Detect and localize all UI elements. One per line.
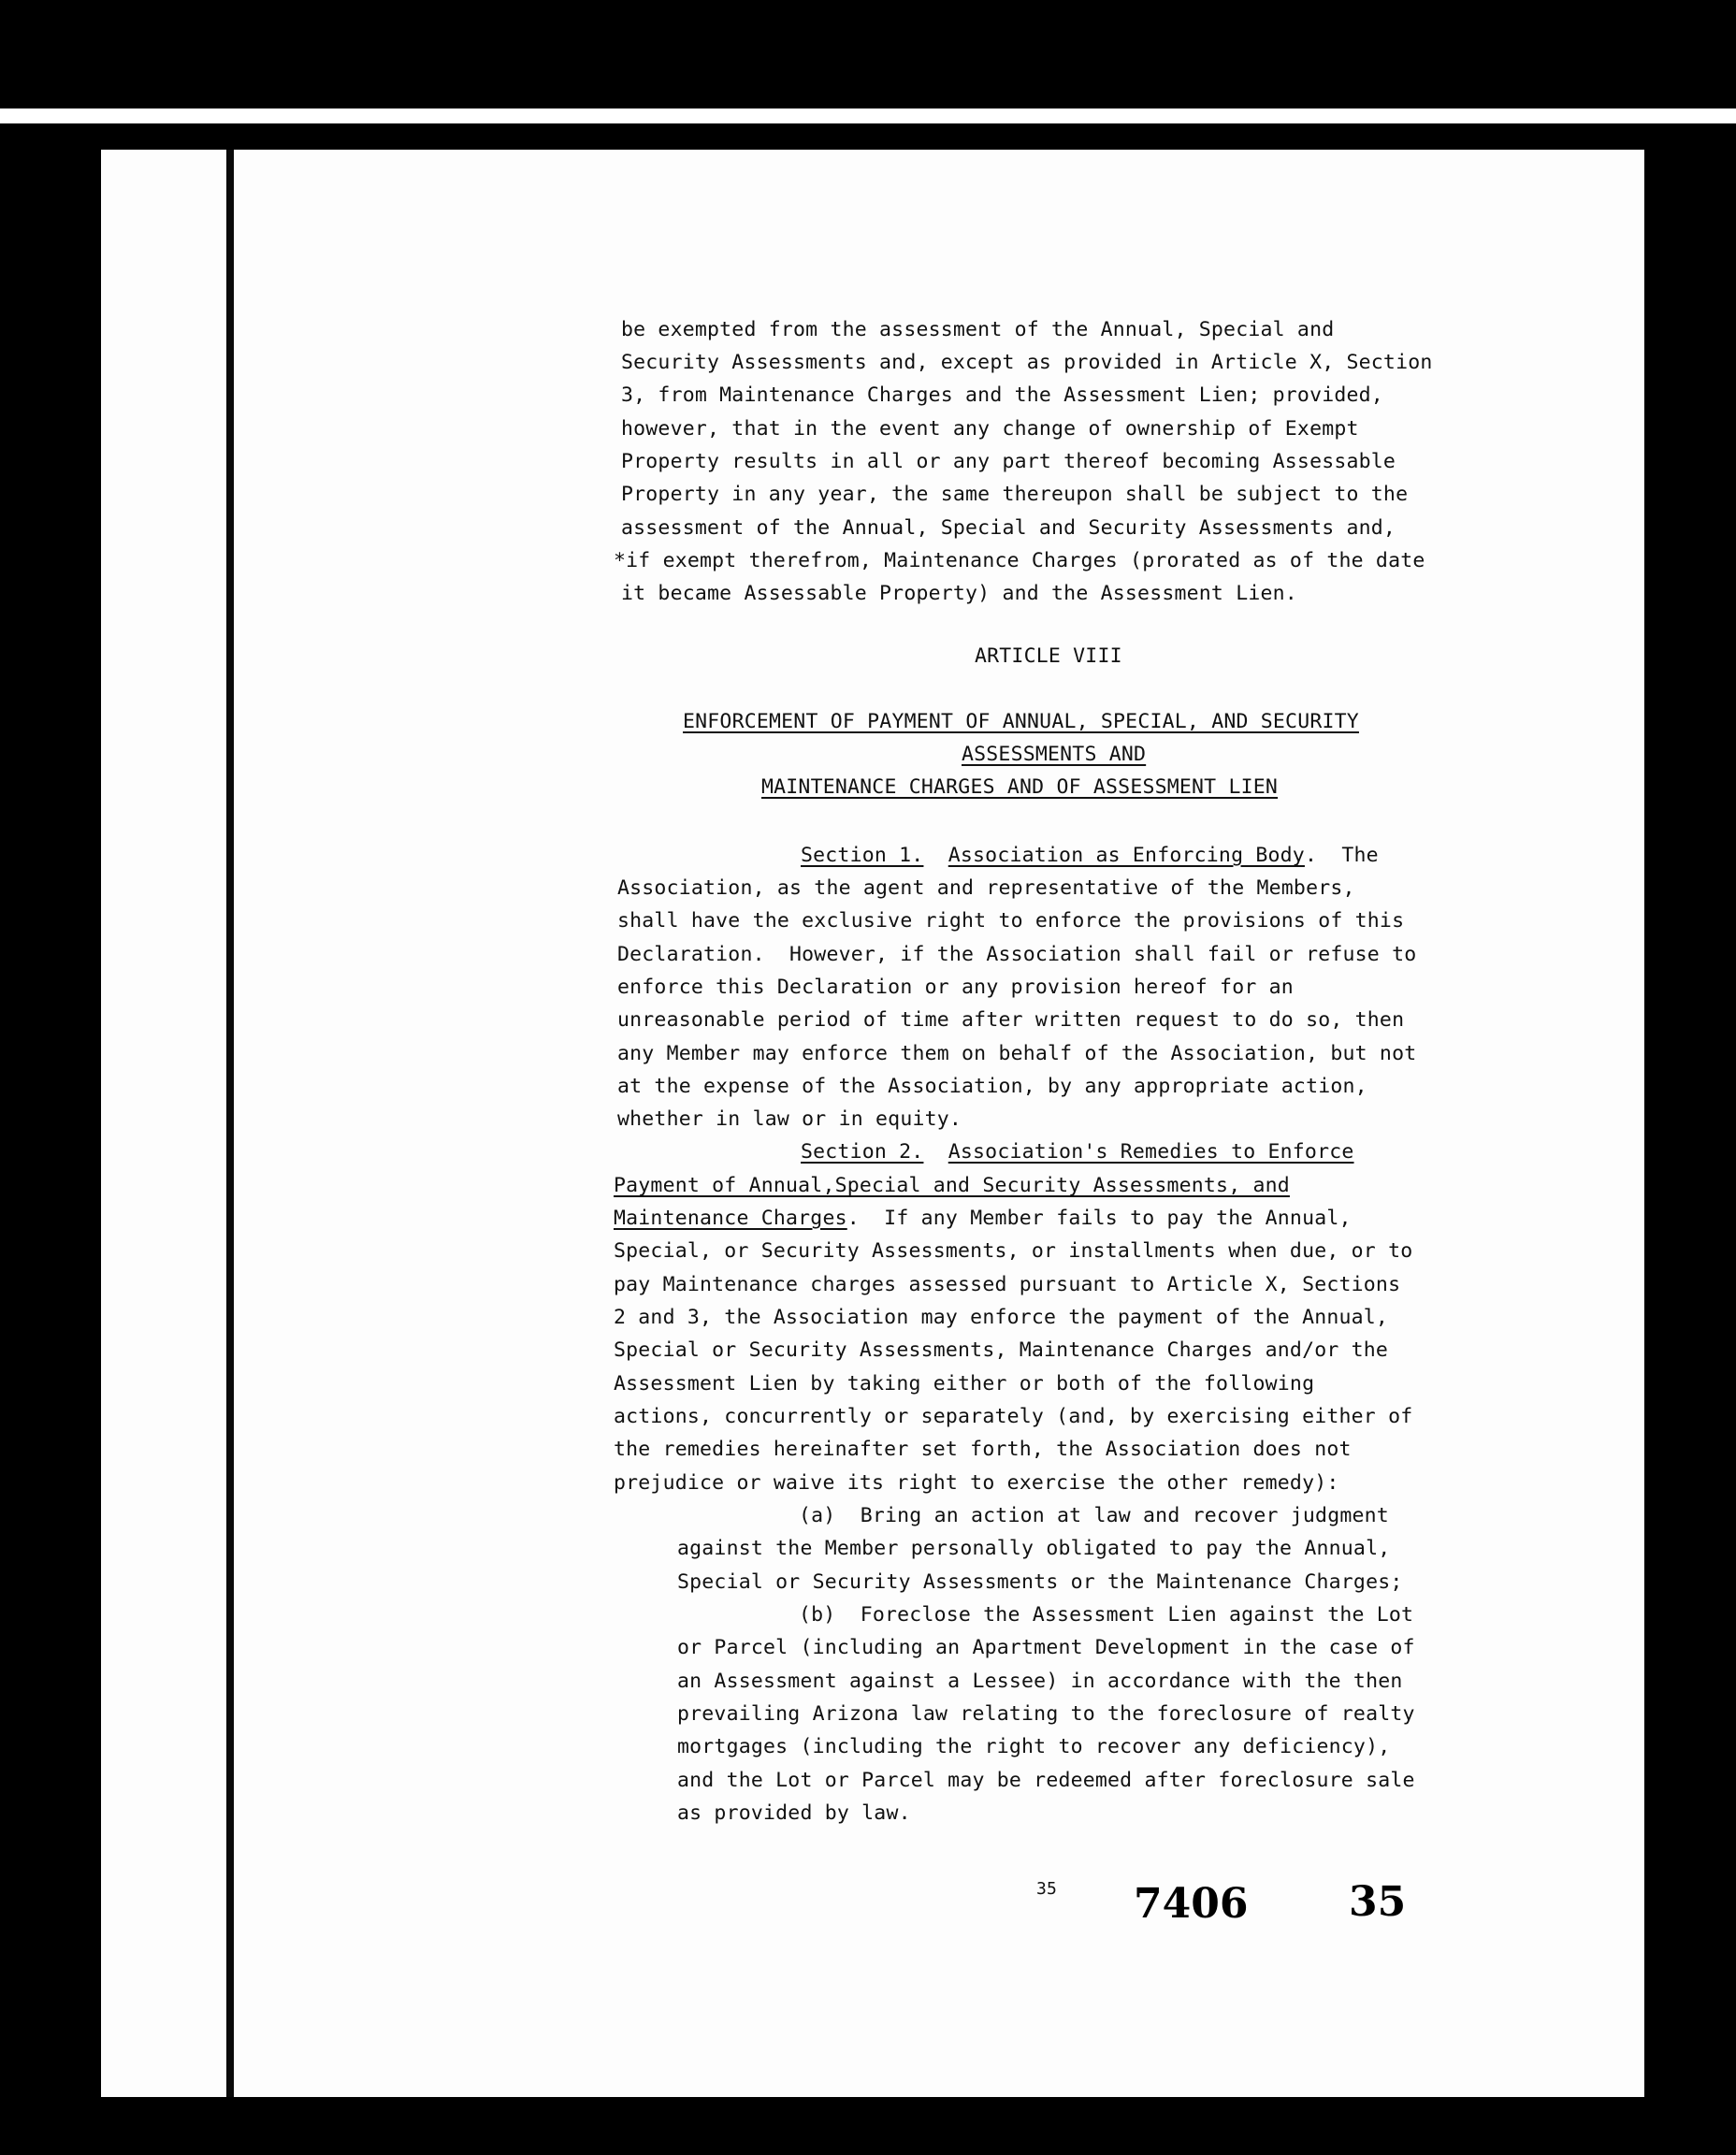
intro-line: Property in any year, the same thereupon shall be subject to the <box>621 483 1409 506</box>
article-heading: ARTICLE VIII <box>975 644 1122 668</box>
intro-line: be exempted from the assessment of the Annual, Special and <box>621 318 1335 341</box>
document-page <box>101 150 1644 2097</box>
document-body <box>101 150 1644 2097</box>
intro-line: it became Assessable Property) and the Assessment Lien. <box>621 582 1297 605</box>
section2-line: the remedies hereinafter set forth, the Association does not <box>614 1438 1352 1461</box>
section1-line: whether in law or in equity. <box>617 1107 962 1131</box>
section2-line: prejudice or waive its right to exercise the other remedy): <box>614 1471 1339 1495</box>
recording-stamp-number: 7406 <box>1134 1880 1249 1928</box>
item-b-line: an Assessment against a Lessee) in accordance with the then <box>677 1670 1403 1693</box>
section2-third-line <box>614 1205 1352 1235</box>
item-a-line: (a) Bring an action at law and recover judgment <box>799 1504 1389 1527</box>
intro-line: Property results in all or any part thereof becoming Assessable <box>621 450 1396 473</box>
intro-line: *if exempt therefrom, Maintenance Charges (prorated as of the date <box>614 549 1425 572</box>
section2-line: pay Maintenance charges assessed pursuant to Article X, Sections <box>614 1273 1401 1296</box>
section1-line: at the expense of the Association, by any appropriate action, <box>617 1075 1367 1098</box>
section1-title: Association as Enforcing Body <box>948 844 1305 867</box>
section2-title-line2: Payment of Annual,Special and Security Assessments, and <box>614 1174 1290 1197</box>
section2-title-line3: Maintenance Charges <box>614 1207 847 1230</box>
intro-line: however, that in the event any change of ownership of Exempt <box>621 417 1359 441</box>
section1-line: unreasonable period of time after written request to do so, then <box>617 1008 1405 1032</box>
section1-number: Section 1. <box>801 844 924 867</box>
item-b-line: prevailing Arizona law relating to the foreclosure of realty <box>677 1702 1415 1726</box>
section1-first-line-rest: . The <box>1304 844 1379 867</box>
section2-line3-rest: . If any Member fails to pay the Annual, <box>846 1207 1352 1230</box>
intro-line: assessment of the Annual, Special and Security Assessments and, <box>621 516 1396 540</box>
item-b-line: as provided by law. <box>677 1801 911 1825</box>
item-b-line: (b) Foreclose the Assessment Lien against the Lot <box>799 1603 1414 1627</box>
section2-line: actions, concurrently or separately (and, by exercising either of <box>614 1405 1413 1428</box>
section2-title-line1: Association's Remedies to Enforce <box>948 1140 1354 1164</box>
recording-stamp-page: 35 <box>1349 1878 1407 1926</box>
item-a-line: against the Member personally obligated to pay the Annual, <box>677 1537 1391 1560</box>
scan-border-stripe <box>0 108 1736 123</box>
intro-line: Security Assessments and, except as provided in Article X, Section <box>621 351 1433 374</box>
article-title-line: ASSESSMENTS AND <box>962 743 1147 766</box>
article-title-line: MAINTENANCE CHARGES AND OF ASSESSMENT LIEN <box>761 775 1279 799</box>
item-a-line: Special or Security Assessments or the Maintenance Charges; <box>677 1570 1403 1594</box>
page-number: 35 <box>1036 1879 1058 1899</box>
section2-line: Assessment Lien by taking either or both of the following <box>614 1372 1315 1396</box>
item-b-line: mortgages (including the right to recover any deficiency), <box>677 1735 1391 1758</box>
section1-line: shall have the exclusive right to enforce the provisions of this <box>617 909 1405 933</box>
section2-line: Special or Security Assessments, Maintenance Charges and/or the <box>614 1338 1389 1362</box>
section2-number: Section 2. <box>801 1140 924 1164</box>
section2-line: Special, or Security Assessments, or installments when due, or to <box>614 1239 1413 1263</box>
section1-line: enforce this Declaration or any provision hereof for an <box>617 976 1294 999</box>
section2-first-line <box>801 1138 1354 1168</box>
section1-line: Association, as the agent and representative of the Members, <box>617 876 1355 900</box>
section1-line: Declaration. However, if the Association shall fail or refuse to <box>617 943 1417 966</box>
item-b-line: and the Lot or Parcel may be redeemed after foreclosure sale <box>677 1769 1415 1792</box>
section2-line: 2 and 3, the Association may enforce the payment of the Annual, <box>614 1306 1389 1329</box>
section1-line: any Member may enforce them on behalf of the Association, but not <box>617 1042 1417 1065</box>
section1-first-line <box>801 842 1379 872</box>
item-b-line: or Parcel (including an Apartment Development in the case of <box>677 1636 1415 1659</box>
article-title-line: ENFORCEMENT OF PAYMENT OF ANNUAL, SPECIAL, AND SECURITY <box>683 710 1359 733</box>
intro-line: 3, from Maintenance Charges and the Assessment Lien; provided, <box>621 383 1383 407</box>
